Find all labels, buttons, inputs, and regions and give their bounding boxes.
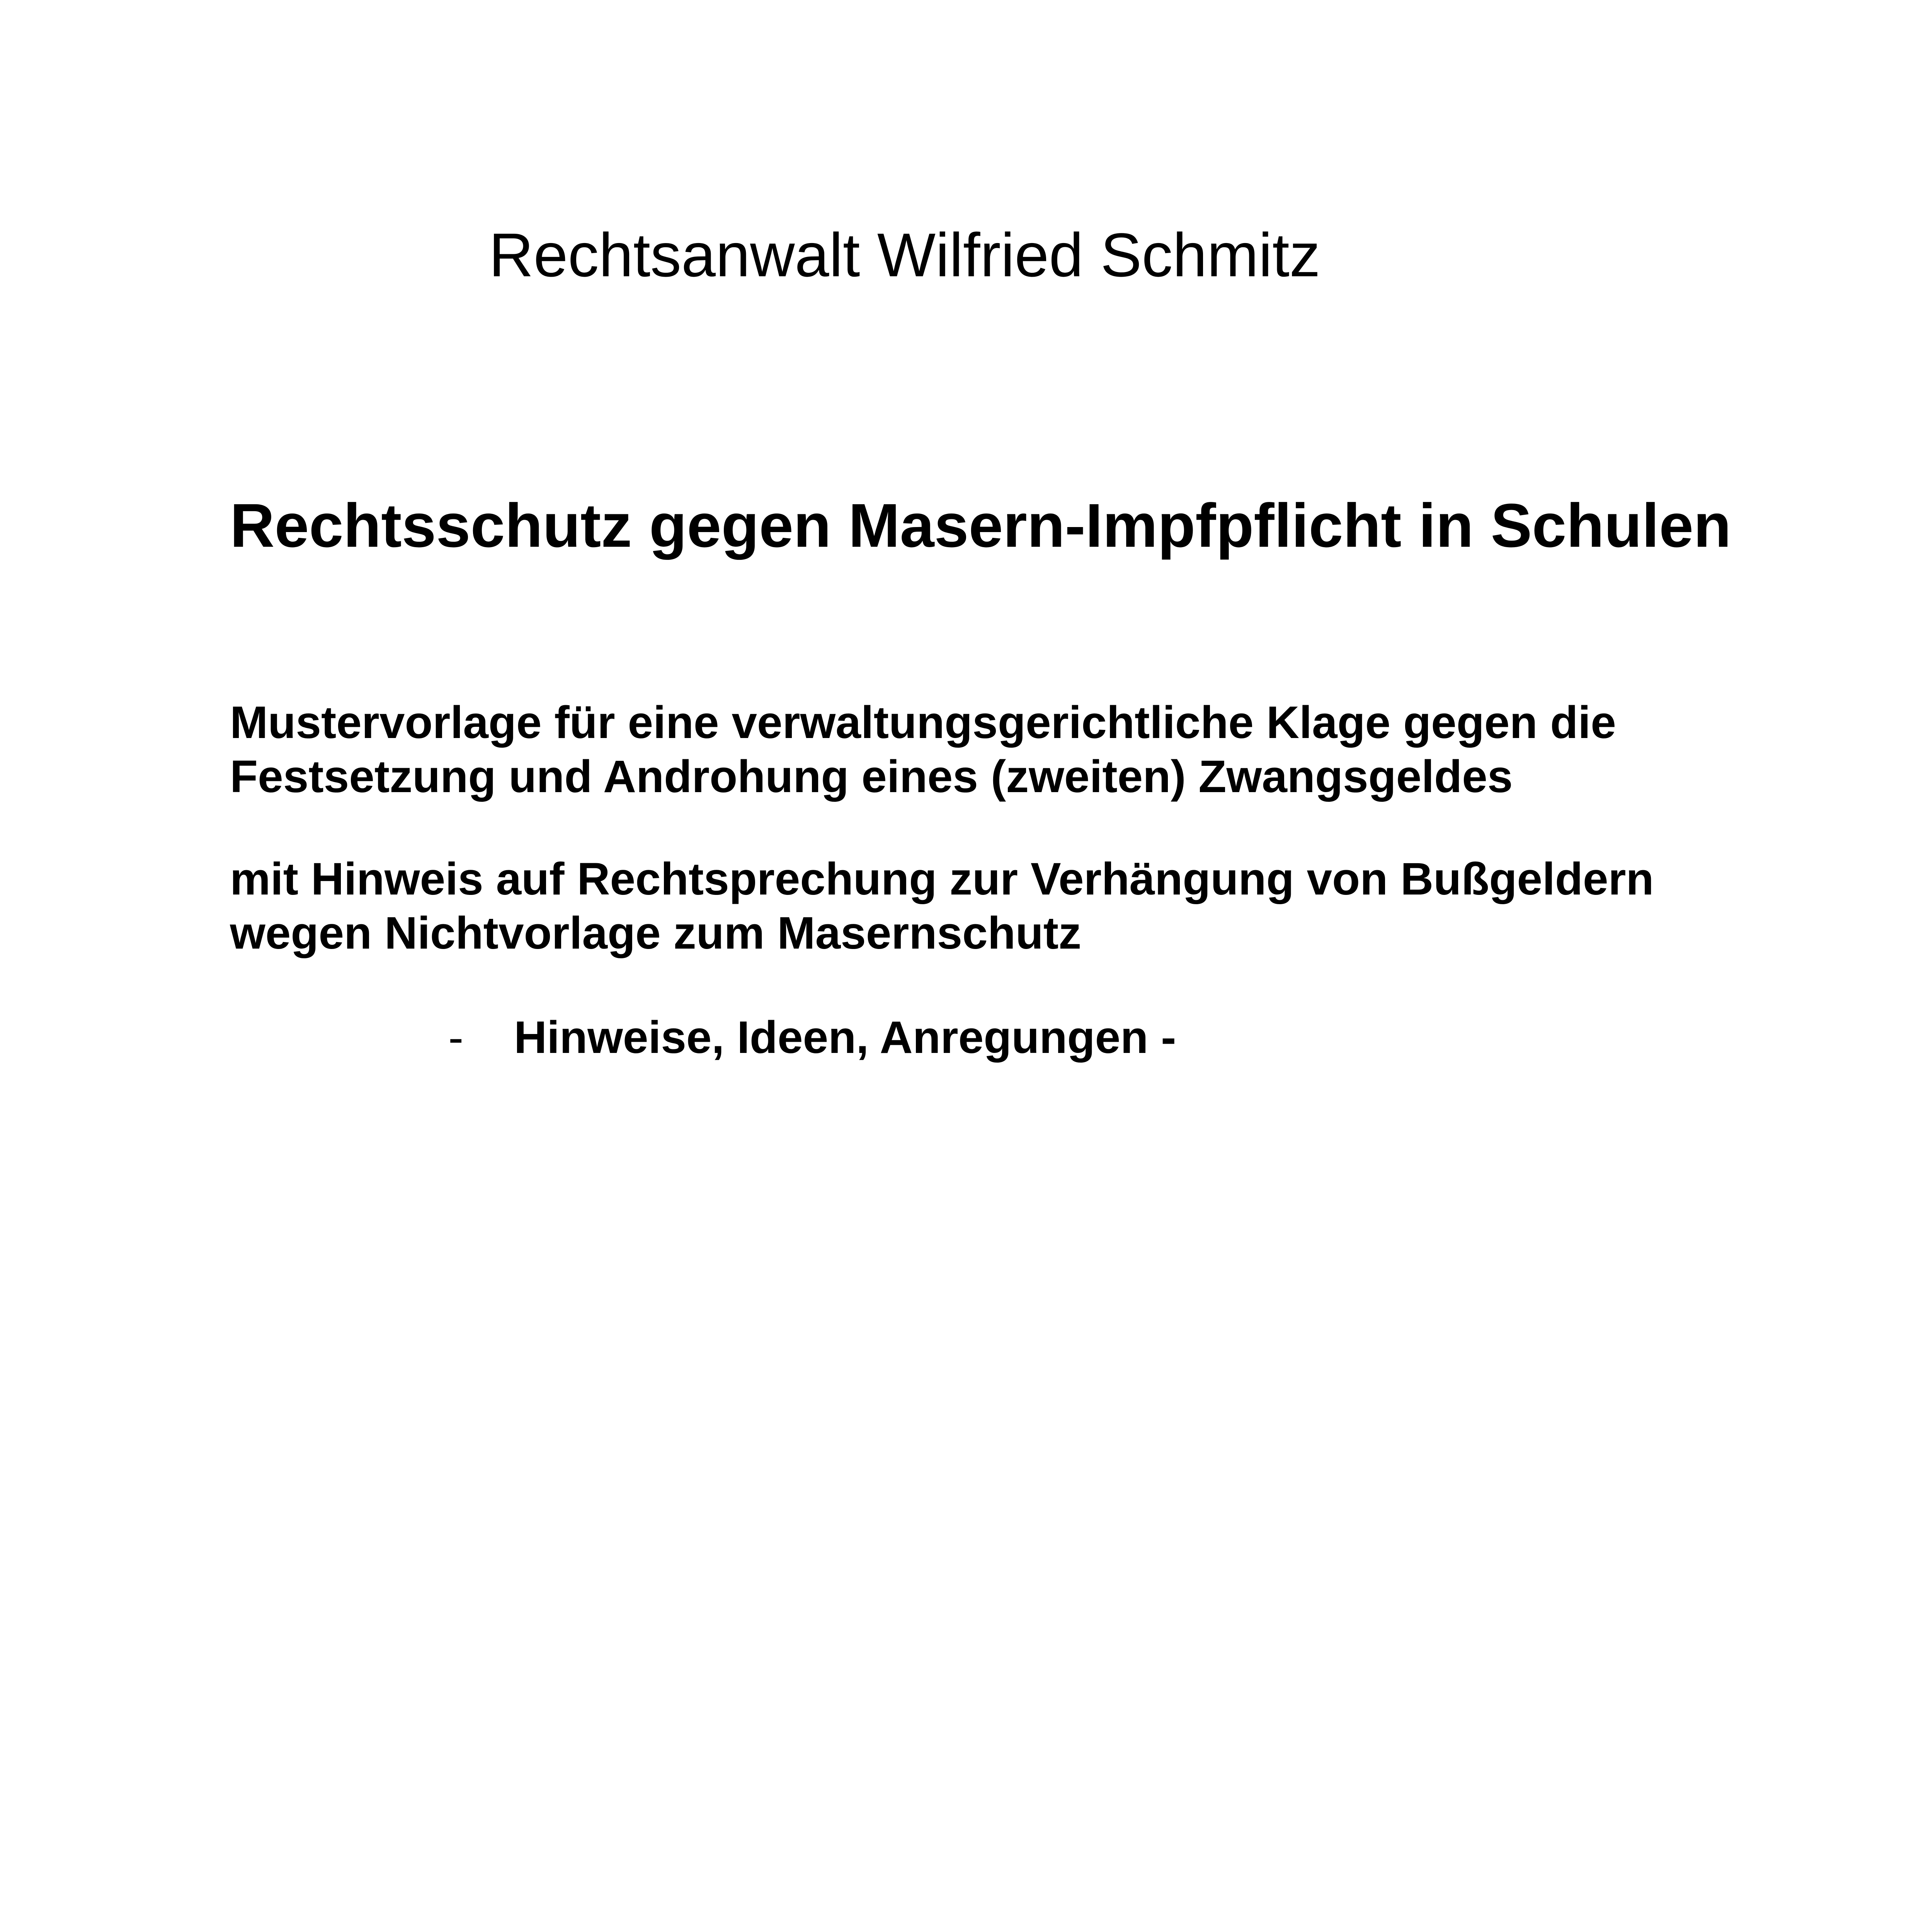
- description-paragraph-2: [230, 852, 1654, 960]
- paragraph-2-line-1: mit Hinweis auf Rechtsprechung zur Verhängung von Bußgeldern: [230, 854, 1654, 905]
- description-paragraph-1: [230, 696, 1616, 804]
- document-title: Rechtsschutz gegen Masern-Impfpflicht in Schulen: [230, 491, 1731, 560]
- list-item-text: Hinweise, Ideen, Anregungen -: [514, 1012, 1176, 1063]
- paragraph-1-line-1: Mustervorlage für eine verwaltungsgerichtliche Klage gegen die: [230, 697, 1616, 748]
- dash-bullet: -: [448, 1012, 464, 1063]
- paragraph-2-line-2: wegen Nichtvorlage zum Masernschutz: [230, 908, 1082, 959]
- paragraph-1-line-2: Festsetzung und Androhung eines (zweiten) Zwangsgeldes: [230, 751, 1513, 802]
- list-item: [448, 1010, 1176, 1065]
- author-header: Rechtsanwalt Wilfried Schmitz: [489, 220, 1320, 289]
- notes-list: [448, 1010, 1176, 1065]
